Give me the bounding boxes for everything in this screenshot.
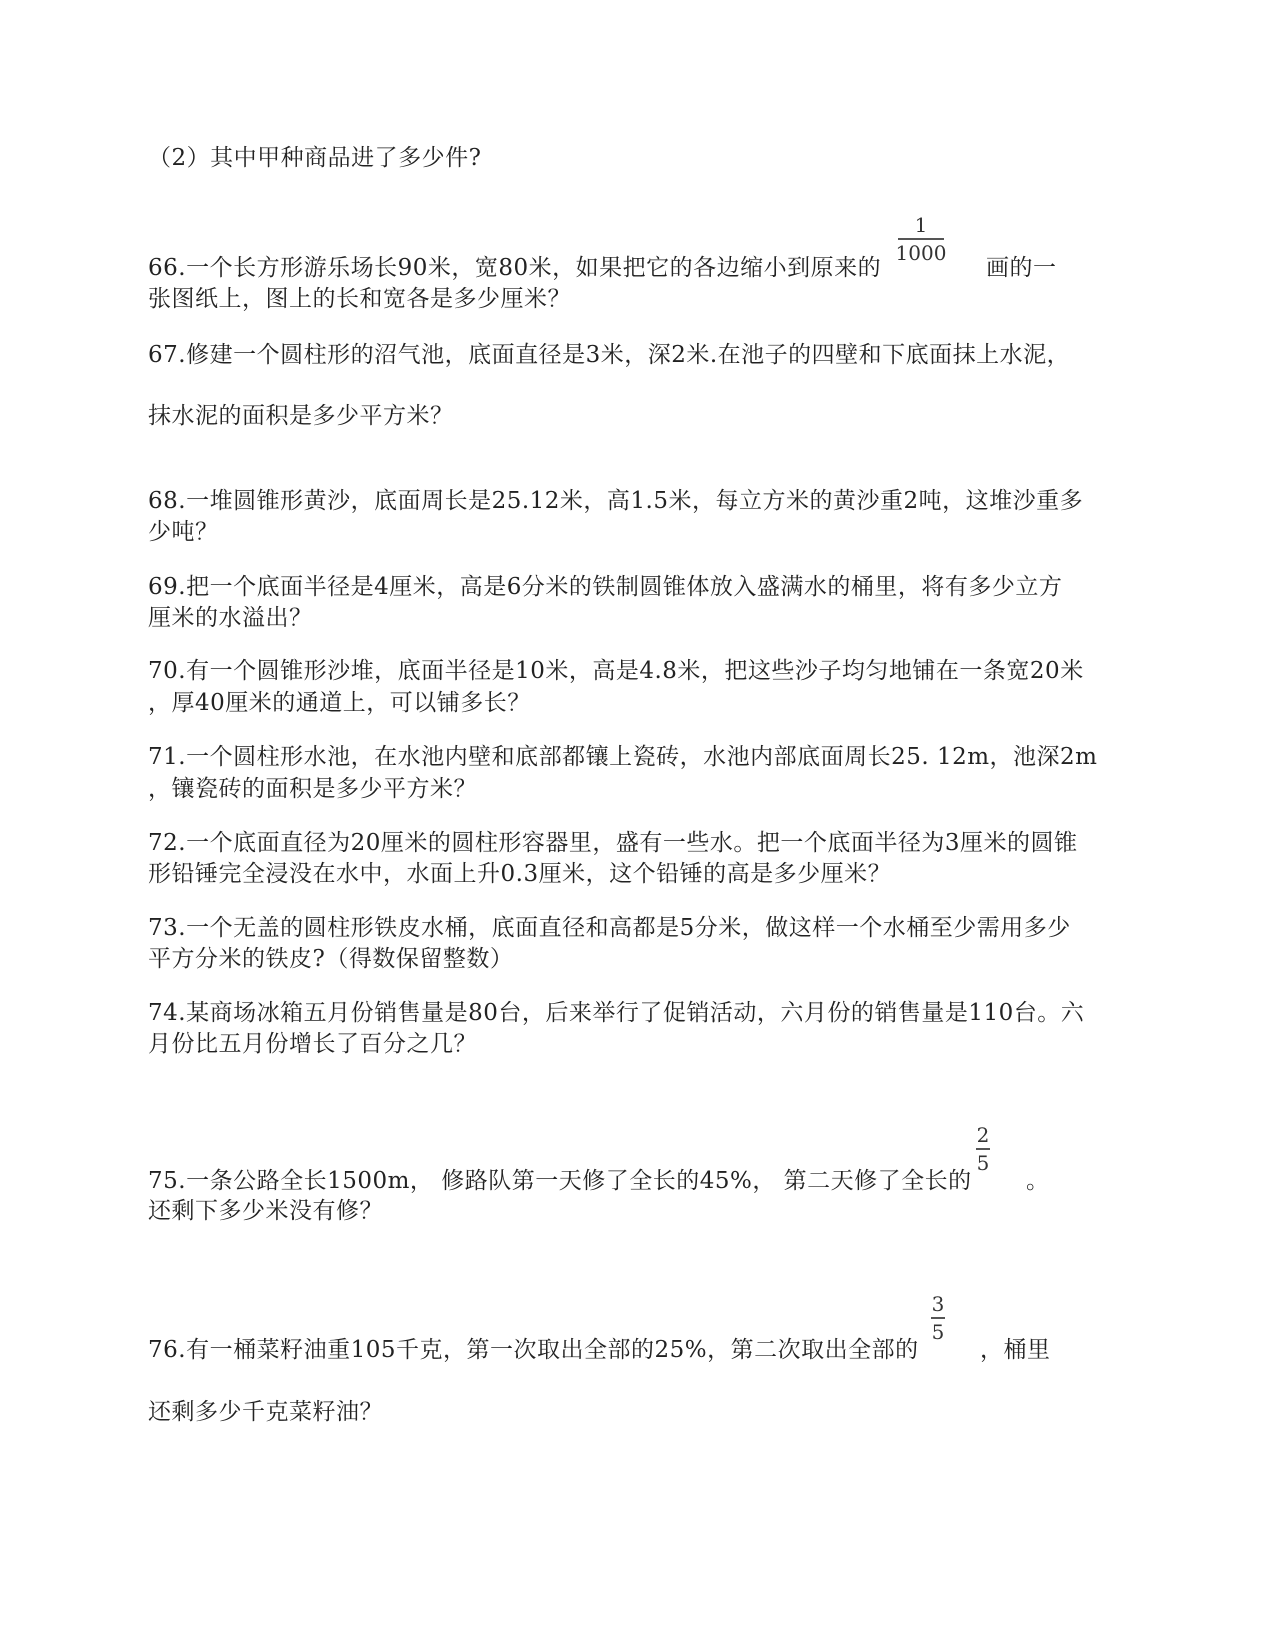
problem-70-line-2: ，厚40厘米的通道上，可以铺多长？: [148, 690, 531, 716]
problem-67-line-1: 67.修建一个圆柱形的沼气池，底面直径是3米，深2米.在池子的四壁和下底面抹上水泥，: [148, 342, 1071, 368]
problem-76-line-2: 还剩多少千克菜籽油？: [148, 1399, 383, 1425]
fraction-denominator: 1000: [895, 240, 947, 265]
problem-71-line-2: ，镶瓷砖的面积是多少平方米？: [148, 776, 477, 802]
problem-70-line-1: 70.有一个圆锥形沙堆，底面半径是10米，高是4.8米，把这些沙子均匀地铺在一条宽20米: [148, 658, 1084, 684]
problem-69-line-1: 69.把一个底面半径是4厘米，高是6分米的铁制圆锥体放入盛满水的桶里，将有多少立方: [148, 574, 1063, 600]
problem-72-line-1: 72.一个底面直径为20厘米的圆柱形容器里，盛有一些水。把一个底面半径为3厘米的圆锥: [148, 830, 1078, 856]
problem-68-line-1: 68.一堆圆锥形黄沙，底面周长是25.12米，高1.5米，每立方米的黄沙重2吨，这堆沙重多: [148, 488, 1084, 514]
problem-66-line-1: 66.一个长方形游乐场长90米，宽80米，如果把它的各边缩小到原来的: [148, 255, 882, 281]
problem-76-line-1: 76.有一桶菜籽油重105千克，第一次取出全部的25%，第二次取出全部的: [148, 1337, 919, 1363]
problem-73-line-2: 平方分米的铁皮?（得数保留整数）: [148, 946, 514, 972]
problem-74-line-2: 月份比五月份增长了百分之几？: [148, 1031, 477, 1057]
problem-75-fraction: [972, 1124, 994, 1174]
problem-71-line-1: 71.一个圆柱形水池，在水池内壁和底部都镶上瓷砖，水池内部底面周长25. 12m，池深2m: [148, 744, 1098, 770]
fraction-bar: [898, 238, 944, 240]
fraction-denominator: 5: [931, 1319, 945, 1344]
problem-66-fraction: [897, 214, 945, 264]
fraction-numerator: 2: [976, 1123, 990, 1147]
fraction-bar: [976, 1148, 990, 1150]
problem-76-fraction: [927, 1293, 949, 1343]
problem-76-line-1-tail: ，桶里: [980, 1337, 1051, 1363]
problem-75-line-2: 还剩下多少米没有修？: [148, 1198, 383, 1224]
problem-67-line-2: 抹水泥的面积是多少平方米？: [148, 403, 454, 429]
fraction-bar: [931, 1317, 945, 1319]
sub-question-2: （2）其中甲种商品进了多少件?: [148, 145, 482, 171]
problem-72-line-2: 形铅锤完全浸没在水中，水面上升0.3厘米，这个铅锤的高是多少厘米？: [148, 861, 892, 887]
problem-69-line-2: 厘米的水溢出？: [148, 605, 313, 631]
problem-75-line-1-tail: 。: [1026, 1168, 1050, 1194]
problem-73-line-1: 73.一个无盖的圆柱形铁皮水桶，底面直径和高都是5分米，做这样一个水桶至少需用多少: [148, 915, 1071, 941]
problem-74-line-1: 74.某商场冰箱五月份销售量是80台，后来举行了促销活动，六月份的销售量是110台。六: [148, 1000, 1085, 1026]
fraction-denominator: 5: [976, 1150, 990, 1175]
problem-68-line-2: 少吨？: [148, 519, 219, 545]
problem-66-line-2: 张图纸上，图上的长和宽各是多少厘米？: [148, 286, 571, 312]
problem-75-line-1: 75.一条公路全长1500m， 修路队第一天修了全长的45%， 第二天修了全长的: [148, 1168, 972, 1194]
fraction-numerator: 3: [931, 1292, 945, 1316]
problem-66-line-1-tail: 画的一: [986, 255, 1057, 281]
fraction-numerator: 1: [914, 213, 928, 237]
